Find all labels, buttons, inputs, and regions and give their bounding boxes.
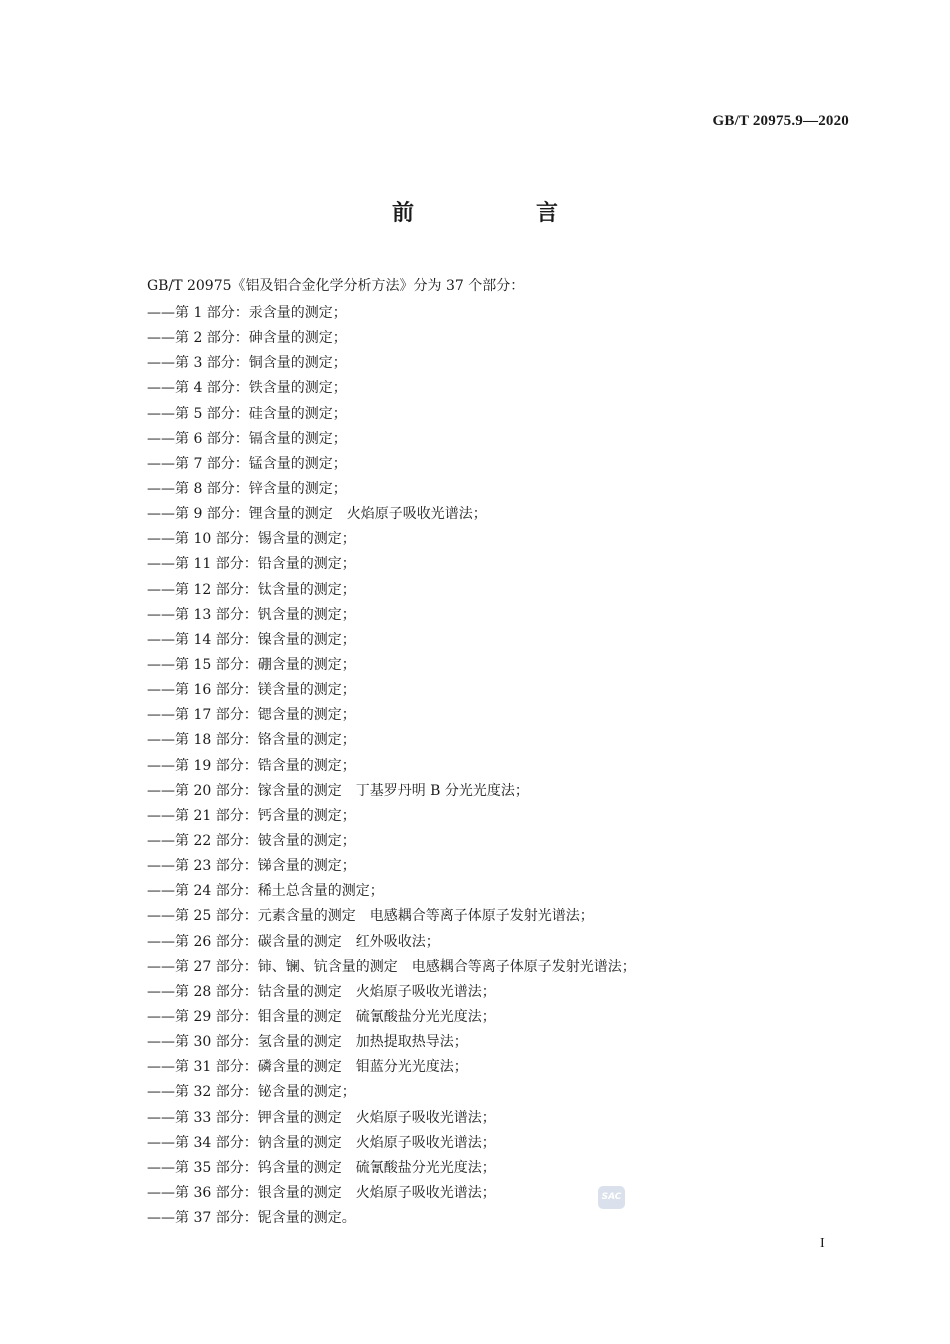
part-list-item: ——第 29 部分：钼含量的测定 硫氰酸盐分光光度法； [147, 1008, 496, 1025]
part-list-item: ——第 37 部分：铌含量的测定。 [147, 1210, 356, 1227]
part-list-item: ——第 14 部分：镍含量的测定； [147, 631, 356, 648]
part-list-item: ——第 35 部分：钨含量的测定 硫氰酸盐分光光度法； [147, 1159, 496, 1176]
part-list-item: ——第 22 部分：铍含量的测定； [147, 832, 356, 849]
sac-watermark-icon: SAC [598, 1186, 625, 1209]
part-list-item: ——第 13 部分：钒含量的测定； [147, 606, 356, 623]
page-title: 前 言 [391, 201, 608, 226]
part-list-item: ——第 25 部分：元素含量的测定 电感耦合等离子体原子发射光谱法； [147, 908, 594, 925]
part-list-item: ——第 19 部分：锆含量的测定； [147, 757, 356, 774]
part-list-item: ——第 31 部分：磷含量的测定 钼蓝分光光度法； [147, 1059, 468, 1076]
part-list-item: ——第 20 部分：镓含量的测定 丁基罗丹明 B 分光光度法； [147, 782, 529, 799]
parts-list [147, 301, 636, 1231]
part-list-item: ——第 11 部分：铅含量的测定； [147, 556, 356, 573]
part-list-item: ——第 10 部分：锡含量的测定； [147, 531, 356, 548]
part-list-item: ——第 9 部分：锂含量的测定 火焰原子吸收光谱法； [147, 506, 487, 523]
part-list-item: ——第 1 部分：汞含量的测定； [147, 305, 347, 321]
page-number: I [820, 1236, 825, 1251]
intro-paragraph: GB/T 20975《铝及铝合金化学分析方法》分为 37 个部分： [147, 278, 525, 294]
part-list-item: ——第 33 部分：钾含量的测定 火焰原子吸收光谱法； [147, 1109, 496, 1126]
part-list-item: ——第 27 部分：铈、镧、钪含量的测定 电感耦合等离子体原子发射光谱法； [147, 958, 636, 975]
part-list-item: ——第 15 部分：硼含量的测定； [147, 656, 356, 673]
part-list-item: ——第 5 部分：硅含量的测定； [147, 405, 347, 422]
part-list-item: ——第 12 部分：钛含量的测定； [147, 581, 356, 598]
part-list-item: ——第 16 部分：镁含量的测定； [147, 682, 356, 699]
part-list-item: ——第 18 部分：铬含量的测定； [147, 732, 356, 749]
part-list-item: ——第 23 部分：锑含量的测定； [147, 858, 356, 875]
part-list-item: ——第 7 部分：锰含量的测定； [147, 455, 347, 472]
part-list-item: ——第 28 部分：钴含量的测定 火焰原子吸收光谱法； [147, 983, 496, 1000]
part-list-item: ——第 32 部分：铋含量的测定； [147, 1084, 356, 1101]
part-list-item: ——第 4 部分：铁含量的测定； [147, 380, 347, 397]
standard-code: GB/T 20975.9—2020 [712, 113, 849, 129]
part-list-item: ——第 8 部分：锌含量的测定； [147, 480, 347, 497]
part-list-item: ——第 3 部分：铜含量的测定； [147, 355, 347, 372]
part-list-item: ——第 6 部分：镉含量的测定； [147, 430, 347, 447]
part-list-item: ——第 17 部分：锶含量的测定； [147, 707, 356, 724]
part-list-item: ——第 36 部分：银含量的测定 火焰原子吸收光谱法； [147, 1184, 496, 1201]
part-list-item: ——第 26 部分：碳含量的测定 红外吸收法； [147, 933, 440, 950]
part-list-item: ——第 24 部分：稀土总含量的测定； [147, 883, 384, 900]
part-list-item: ——第 30 部分：氢含量的测定 加热提取热导法； [147, 1034, 468, 1051]
part-list-item: ——第 2 部分：砷含量的测定； [147, 330, 347, 347]
part-list-item: ——第 34 部分：钠含量的测定 火焰原子吸收光谱法； [147, 1134, 496, 1151]
part-list-item: ——第 21 部分：钙含量的测定； [147, 807, 356, 824]
